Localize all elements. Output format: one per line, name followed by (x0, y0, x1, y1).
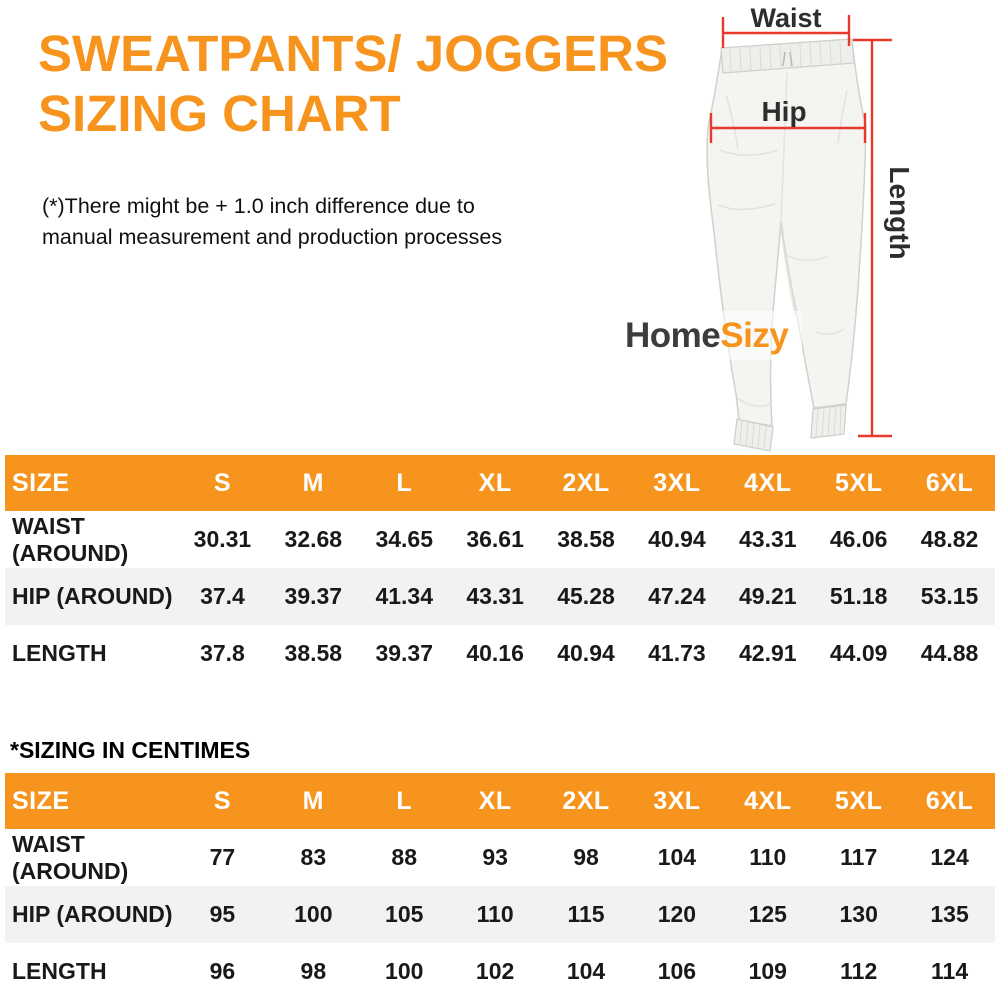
measurement-value: 115 (567, 901, 605, 927)
measurement-value: 39.37 (284, 583, 343, 609)
size-column-header: S (213, 468, 232, 497)
measurement-value: 46.06 (829, 526, 888, 552)
measurement-value: 110 (476, 901, 514, 927)
measurement-value: 109 (748, 958, 787, 984)
measurement-row (5, 568, 995, 625)
hip-label: Hip (761, 96, 807, 127)
measurement-value: 83 (300, 844, 327, 870)
measurement-value: 48.82 (920, 526, 979, 552)
table-header-row (5, 455, 995, 511)
size-column-header: 3XL (653, 786, 701, 815)
measurement-value: 49.21 (739, 583, 797, 609)
measurement-value: 96 (209, 958, 236, 984)
measurement-row (5, 511, 995, 568)
measurement-value: 47.24 (648, 583, 706, 609)
size-column-header: M (302, 468, 324, 497)
page-title-line1: SWEATPANTS/ JOGGERS (38, 25, 669, 82)
measurement-label: WAIST (AROUND) (12, 830, 129, 884)
joggers-measurement-figure (600, 0, 1000, 455)
size-column-header: L (396, 468, 413, 497)
measurement-value: 45.28 (557, 583, 615, 609)
measurement-value: 38.58 (284, 640, 343, 666)
measurement-value: 95 (209, 901, 236, 927)
joggers-illustration (600, 0, 1000, 455)
measurement-value: 135 (930, 901, 969, 927)
measurement-value: 53.15 (920, 583, 979, 609)
measurement-value: 41.73 (648, 640, 706, 666)
measurement-value: 37.8 (200, 640, 245, 666)
measurement-row (5, 886, 995, 943)
measurement-row (5, 943, 995, 1000)
measurement-label: LENGTH (12, 958, 107, 984)
page-title-line2: SIZING CHART (38, 84, 401, 142)
measurement-value: 39.37 (375, 640, 433, 666)
size-column-header: 2XL (562, 786, 610, 815)
measurement-value: 51.18 (829, 583, 888, 609)
measurement-label: HIP (AROUND) (12, 901, 173, 927)
size-column-header: S (213, 786, 232, 815)
size-column-header: 2XL (562, 468, 610, 497)
measurement-value: 110 (749, 844, 787, 870)
size-column-header: 4XL (744, 786, 792, 815)
measurement-label: HIP (AROUND) (12, 583, 173, 609)
measurement-value: 104 (657, 844, 697, 870)
measurement-value: 40.94 (648, 526, 706, 552)
measurement-value: 100 (385, 958, 424, 984)
size-column-header: 5XL (835, 468, 883, 497)
brand-logo-home: Home (625, 315, 721, 355)
measurement-value: 100 (294, 901, 333, 927)
measurement-value: 41.34 (375, 583, 433, 609)
measurement-value: 114 (931, 958, 969, 984)
size-column-header: 3XL (653, 468, 701, 497)
measurement-value: 40.94 (557, 640, 615, 666)
measurement-value: 98 (300, 958, 327, 984)
size-header-cell: SIZE (12, 786, 70, 815)
measurement-value: 112 (840, 958, 878, 984)
measurement-value: 104 (566, 958, 606, 984)
measurement-value: 43.31 (466, 583, 524, 609)
size-column-header: 6XL (925, 786, 974, 815)
disclaimer-line2: manual measurement and production processes (42, 224, 503, 249)
right-cuff (811, 405, 846, 438)
centimetres-heading: *SIZING IN CENTIMES (10, 737, 251, 763)
measurement-value: 88 (391, 844, 418, 870)
measurement-value: 44.88 (920, 640, 979, 666)
measurement-value: 125 (748, 901, 787, 927)
waist-label: Waist (750, 3, 822, 33)
measurement-value: 44.09 (829, 640, 888, 666)
measurement-value: 77 (209, 844, 236, 870)
brand-logo (617, 311, 802, 360)
measurement-value: 130 (839, 901, 878, 927)
size-column-header: XL (478, 786, 512, 815)
measurement-value: 30.31 (193, 526, 252, 552)
size-column-header: 5XL (835, 786, 883, 815)
size-column-header: 4XL (744, 468, 792, 497)
measurement-value: 102 (475, 958, 515, 984)
measurement-value: 117 (840, 844, 878, 870)
size-header-cell: SIZE (12, 468, 70, 497)
measurement-value: 36.61 (466, 526, 524, 552)
measurement-value: 43.31 (739, 526, 797, 552)
measurement-value: 106 (657, 958, 697, 984)
sizing-table-cm (5, 773, 995, 1000)
measurement-value: 34.65 (375, 526, 433, 552)
length-label: Length (884, 166, 915, 260)
measurement-value: 93 (482, 844, 508, 870)
size-column-header: L (396, 786, 413, 815)
page-title (38, 24, 668, 143)
measurement-value: 98 (573, 844, 599, 870)
measurement-value: 105 (385, 901, 424, 927)
size-column-header: M (302, 786, 324, 815)
sizing-table-inches (5, 455, 995, 682)
measurement-row (5, 829, 995, 886)
measurement-row (5, 625, 995, 682)
disclaimer-note (42, 191, 502, 252)
measurement-value: 42.91 (739, 640, 797, 666)
measurement-value: 32.68 (284, 526, 343, 552)
size-column-header: 6XL (925, 468, 974, 497)
size-column-header: XL (478, 468, 512, 497)
measurement-label: WAIST (AROUND) (12, 512, 129, 566)
measurement-value: 38.58 (557, 526, 615, 552)
brand-logo-sizy: Sizy (720, 315, 789, 355)
measurement-value: 40.16 (466, 640, 524, 666)
measurement-value: 37.4 (200, 583, 245, 609)
measurement-value: 124 (930, 844, 969, 870)
disclaimer-line1: (*)There might be + 1.0 inch difference due to (42, 194, 475, 218)
measurement-value: 120 (657, 901, 697, 927)
measurement-label: LENGTH (12, 640, 107, 666)
table-header-row (5, 773, 995, 829)
